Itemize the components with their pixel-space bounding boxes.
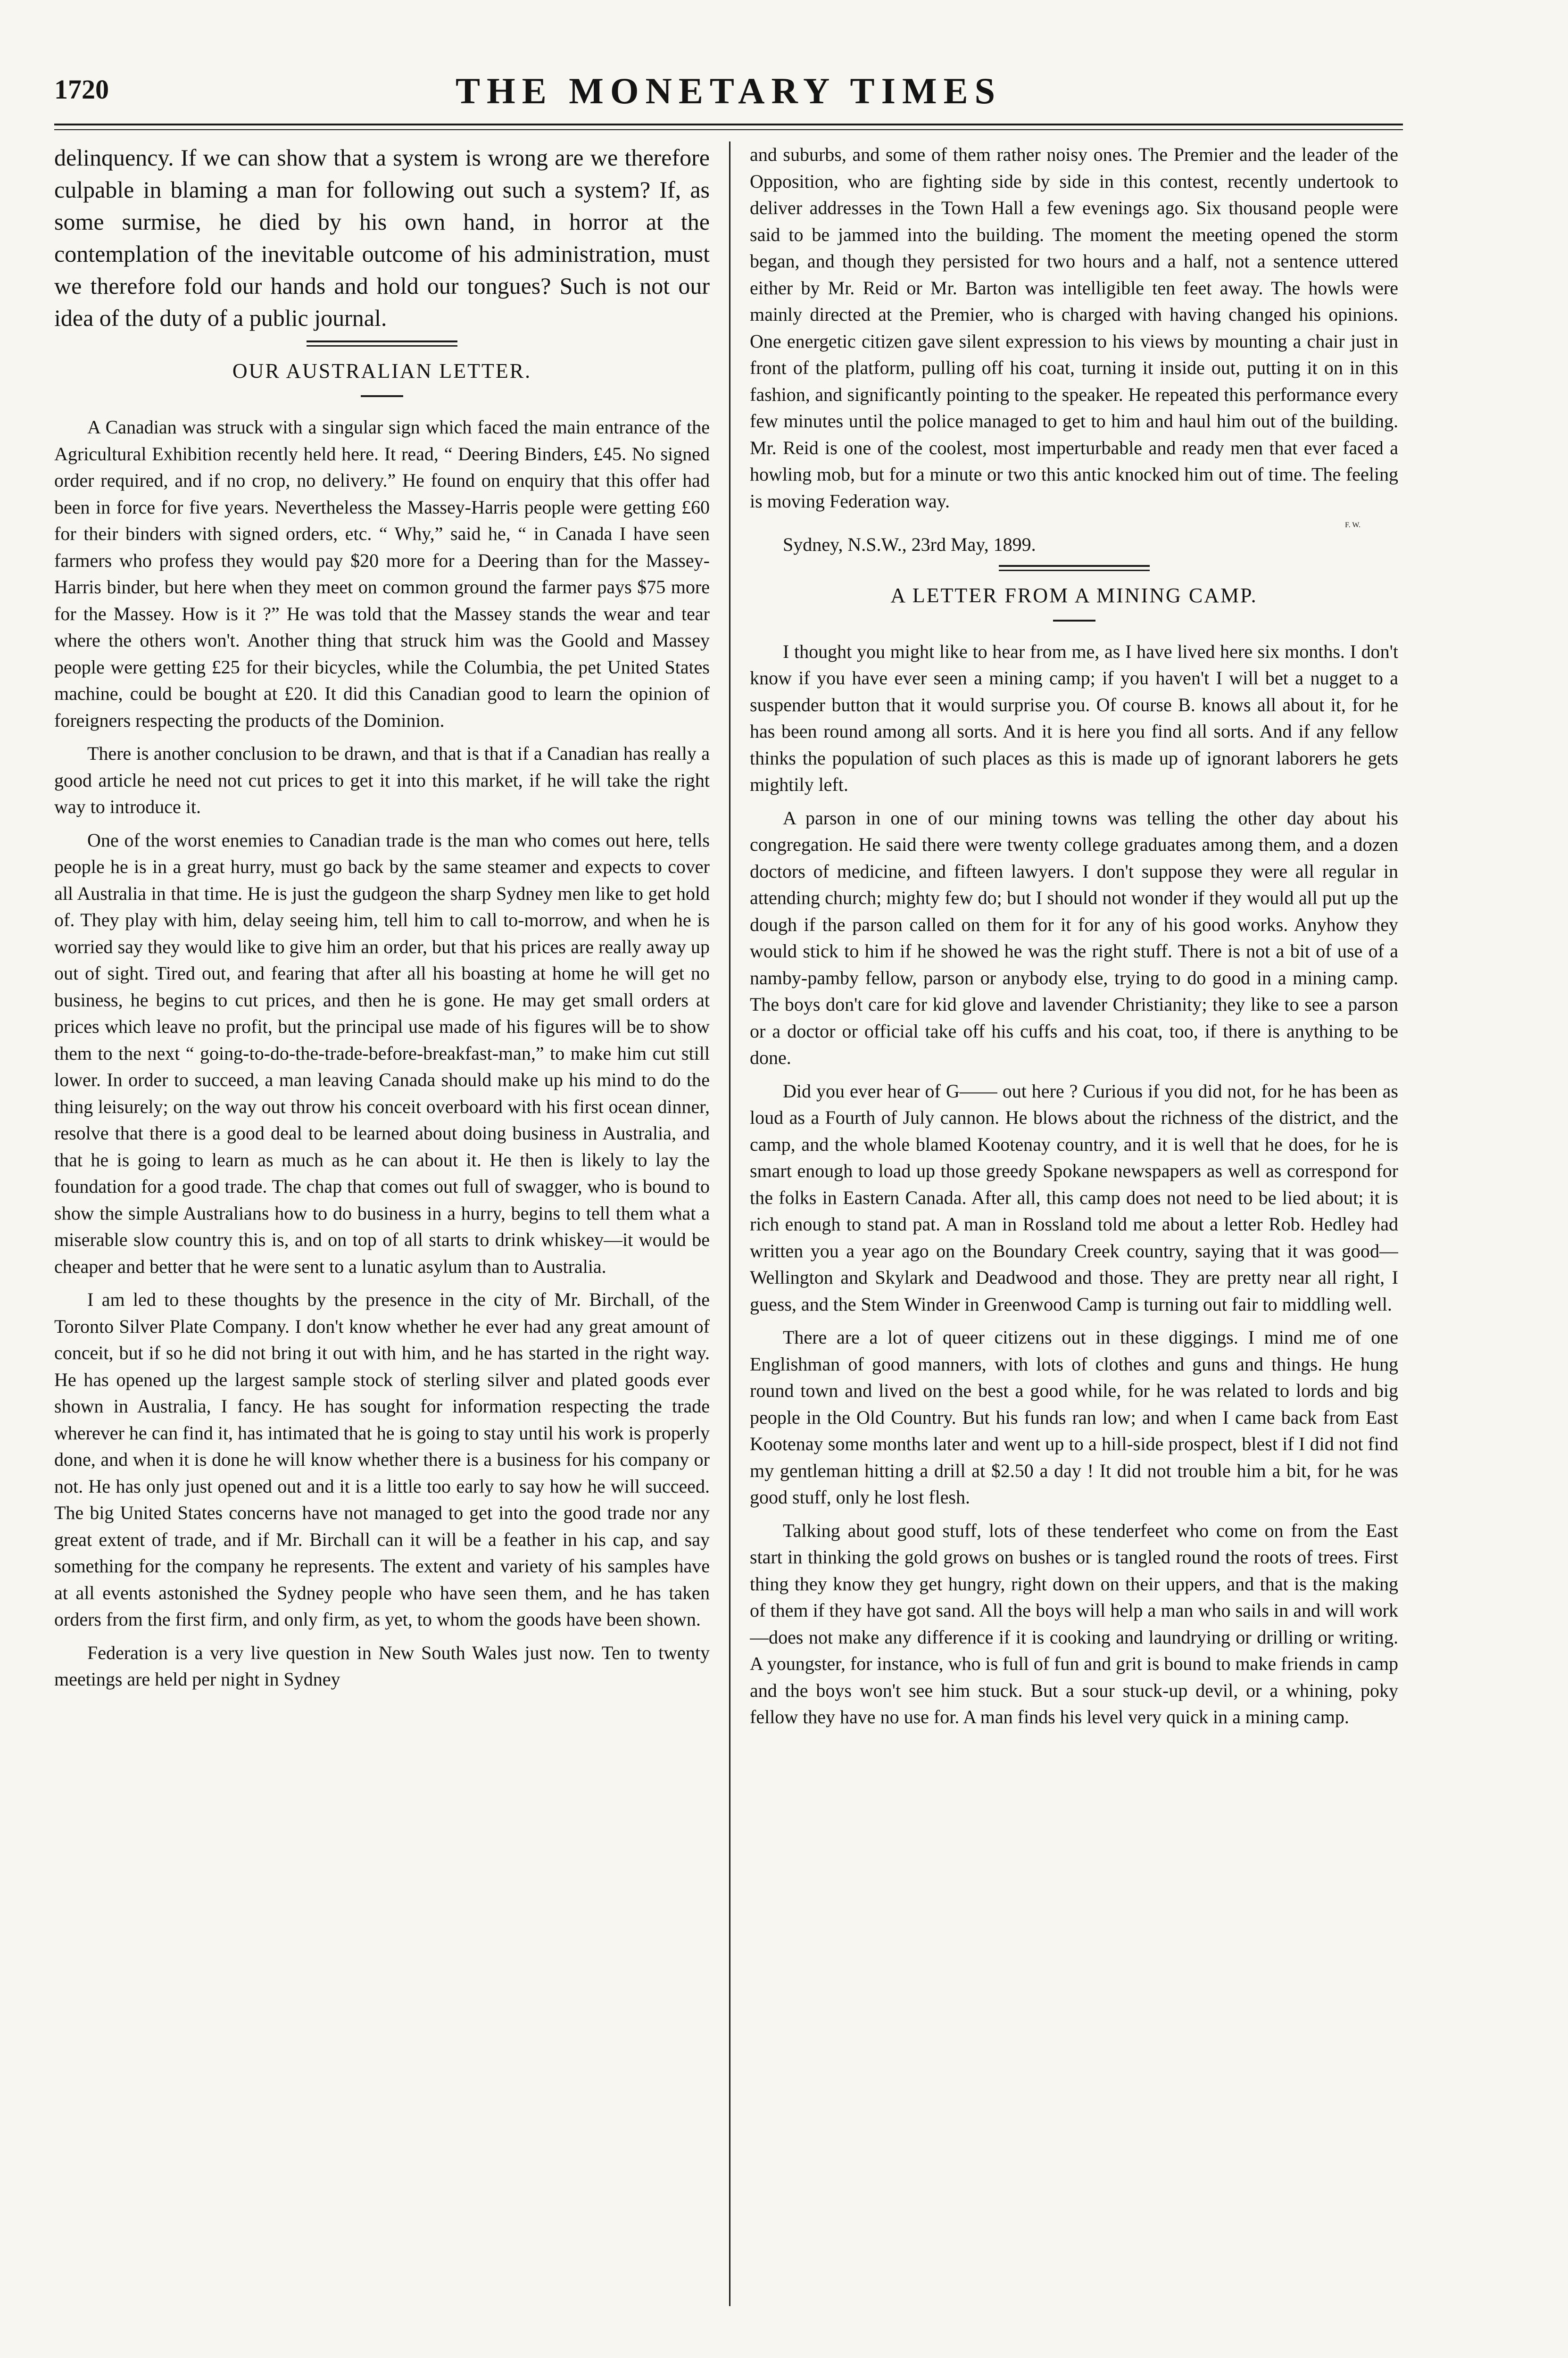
article-title-mining-camp: A LETTER FROM A MINING CAMP.	[890, 583, 1258, 607]
signature-line	[750, 521, 1398, 530]
article-paragraph: There are a lot of queer citizens out in these diggings. I mind me of one Englishman of good manners, with lots of clothes and guns and things. He hung round town and lived on the best a good while, for he was related to lords and big people in the Old Country. But his funds ran low; and when I came back from East Kootenay some months later and went up to a hill-side prospect, blest if I did not find my gentleman hitting a drill at $2.50 a day ! It did not trouble him a bit, for he was good stuff, only he lost flesh.	[750, 1327, 1398, 1508]
page-number: 1720	[54, 74, 109, 105]
article-paragraph: Talking about good stuff, lots of these tenderfeet who come on from the East start in thinking the gold grows on bushes or is tangled round the roots of trees. First thing they know they get hungry, right down on their uppers, and that is the making of them if they have got sand. All the boys will help a man who sails in and will work—does not make any difference if it is cooking and laundrying or drilling or writing. A youngster, for instance, who is full of fun and grit is bound to make friends in camp and the boys won't see him stuck. But a sour stuck-up devil, or a whining, poky fellow they have no use for. A man finds his level very quick in a mining camp.	[750, 1519, 1398, 1727]
article-paragraph: I thought you might like to hear from me, as I have lived here six months. I don't know if you have ever seen a mining camp; if you haven't I will bet a nugget to a suspender button that it would surprise you. Of course B. knows all about it, for he has been round among all sorts. And it is here you find all sorts. And if any fellow thinks the population of such places as this is made up of ignorant laborers he gets mightily left.	[750, 640, 1398, 795]
lead-paragraph: delinquency. If we can show that a system is wrong are we therefore culpable in blaming a man for following out such a system? If, as some surmise, he died by his own hand, in horror at the contemplation of the inevitable outcome of his administration, must we therefore fold our hands and hold our tongues? Such is not our idea of the duty of a public journal.	[54, 144, 710, 331]
title-rule	[361, 395, 403, 397]
article-paragraph: A Canadian was struck with a singular sign which faced the main entrance of the Agricultural Exhibition recently held here. It read, “ Deering Binders, £45. No signed order required, and if no crop, no delivery.” He found on enquiry that this offer had been in force for five years. Nevertheless the Massey-Harris people were getting £60 for their binders with signed orders, etc. “ Why,” said he, “ in Canada I have seen farmers who profess they would pay $20 more for a Deering than for the Massey-Harris binder, but here when they meet on common ground the farmer pays $75 more for the Massey. How is it ?” He was told that the Massey stands the wear and tear where the others won't. Another thing that struck him was the Goold and Massey people were getting £25 for their bicycles, while the Columbia, the pet United States machine, could be bought at £20. It did this Canadian good to learn the opinion of foreigners respecting the products of the Dominion.	[54, 416, 710, 731]
section-divider	[999, 565, 1150, 571]
author-signature: F. W.	[1345, 521, 1361, 529]
page-header	[54, 70, 1403, 122]
column-divider	[729, 141, 730, 2306]
header-rule-top	[54, 124, 1403, 125]
header-rule-bottom	[54, 129, 1403, 130]
publication-title: THE MONETARY TIMES	[456, 70, 1002, 111]
article-paragraph: One of the worst enemies to Canadian trade is the man who comes out here, tells people he is in a great hurry, must go back by the same steamer and expects to cover all Australia in that time. He is just the gudgeon the sharp Sydney men like to get hold of. They play with him, delay seeing him, tell him to call to-morrow, and when he is worried say they would like to give him an order, but that his prices are really away up out of sight. Tired out, and fearing that after all his boasting at home he will get no business, he begins to cut prices, and then he is gone. He may get small orders at prices which leave no profit, but the principal use made of his figures will be to show them to the next “ going-to-do-the-trade-before-breakfast-man,” to make him cut still lower. In order to succeed, a man leaving Canada should make up his mind to do the thing leisurely; on the way out throw his conceit overboard with his first ocean dinner, resolve that there is a good deal to be learned about doing business in Australia, and that he is going to learn as much as he can about it. He then is likely to lay the foundation for a good trade. The chap that comes out full of swagger, who is bound to show the simple Australians how to do business in a hurry, begins to tell them what a miserable slow country this is, and on top of all starts to drink whiskey—it would be cheaper and better that he were sent to a lunatic asylum than to Australia.	[54, 829, 710, 1277]
right-column	[750, 141, 1398, 2311]
article-title-australian-letter: OUR AUSTRALIAN LETTER.	[232, 359, 532, 382]
article-paragraph: There is another conclusion to be drawn, and that is that if a Canadian has really a good article he need not cut prices to get it into this market, if he will take the right way to introduce it.	[54, 743, 710, 817]
article-paragraph: Did you ever hear of G—— out here ? Curious if you did not, for he has been as loud as a Fourth of July cannon. He blows about the richness of the district, and the camp, and the whole blamed Kootenay country, and it is well that he does, for he is smart enough to load up those greedy Spokane newspapers as well as correspond for the folks in Eastern Canada. After all, this camp does not need to be lied about; it is rich enough to stand pat. A man in Rossland told me about a letter Rob. Hedley had written you a year ago on the Boundary Creek country, saying that it was good—Wellington and Skylark and Deadwood and those. They are pretty near all right, I guess, and the Stem Winder in Greenwood Camp is turning out fair to middling well.	[750, 1080, 1398, 1315]
dateline: Sydney, N.S.W., 23rd May, 1899.	[783, 534, 1036, 555]
left-column	[54, 141, 710, 2311]
article-paragraph: Federation is a very live question in New South Wales just now. Ten to twenty meetings are held per night in Sydney	[54, 1642, 710, 1690]
article-paragraph: I am led to these thoughts by the presence in the city of Mr. Birchall, of the Toronto Silver Plate Company. I don't know whether he ever had any great amount of conceit, but if so he did not bring it out with him, and he has started in the right way. He has opened up the largest sample stock of sterling silver and plated goods ever shown in Australia, I fancy. He has sought for information respecting the trade wherever he can find it, has intimated that he is going to stay until his work is properly done, and when it is done he will know whether there is a business for his company or not. He has only just opened out and it is a little too early to say how he will succeed. The big United States concerns have not managed to get into the good trade nor any great extent of trade, and if Mr. Birchall can it will be a feather in his cap, and say something for the company he represents. The extent and variety of his samples have at all events astonished the Sydney people who have seen them, and he has taken orders from the first firm, and only firm, as yet, to whom the goods have been shown.	[54, 1289, 710, 1630]
continuation-paragraph: and suburbs, and some of them rather noisy ones. The Premier and the leader of the Opposition, who are fighting side by side in this contest, recently undertook to deliver addresses in the Town Hall a few evenings ago. Six thousand people were said to be jammed into the building. The moment the meeting opened the storm began, and though they persisted for two hours and a half, not a sentence uttered either by Mr. Reid or Mr. Barton was intelligible ten feet away. The howls were mainly directed at the Premier, who is charged with having changed his opinions. One energetic citizen gave silent expression to his views by mounting a chair just in front of the platform, pulling off his coat, turning it inside out, putting it on in this fashion, and significantly pointing to the speaker. He repeated this performance every few minutes until the police managed to get to him and haul him out of the building. Mr. Reid is one of the coolest, most imperturbable and ready men that ever faced a howling mob, but for a minute or two this antic knocked him out of time. The feeling is moving Federation way.	[750, 144, 1398, 512]
article-paragraph: A parson in one of our mining towns was telling the other day about his congregation. He said there were twenty college graduates among them, and a dozen doctors of medicine, and fifteen lawyers. I don't suppose they were all regular in attending church; mighty few do; but I should not wonder if they would all put up the dough if the parson called on them for it for any of his good works. Anyhow they would stick to him if he showed he was the right stuff. There is not a bit of use of a namby-pamby fellow, parson or anybody else, trying to do good in a mining camp. The boys don't care for kid glove and lavender Christianity; they like to see a parson or a doctor or official take off his cuffs and his coat, too, if there is anything to be done.	[750, 807, 1398, 1068]
section-divider	[307, 340, 457, 347]
title-rule	[1053, 620, 1095, 622]
